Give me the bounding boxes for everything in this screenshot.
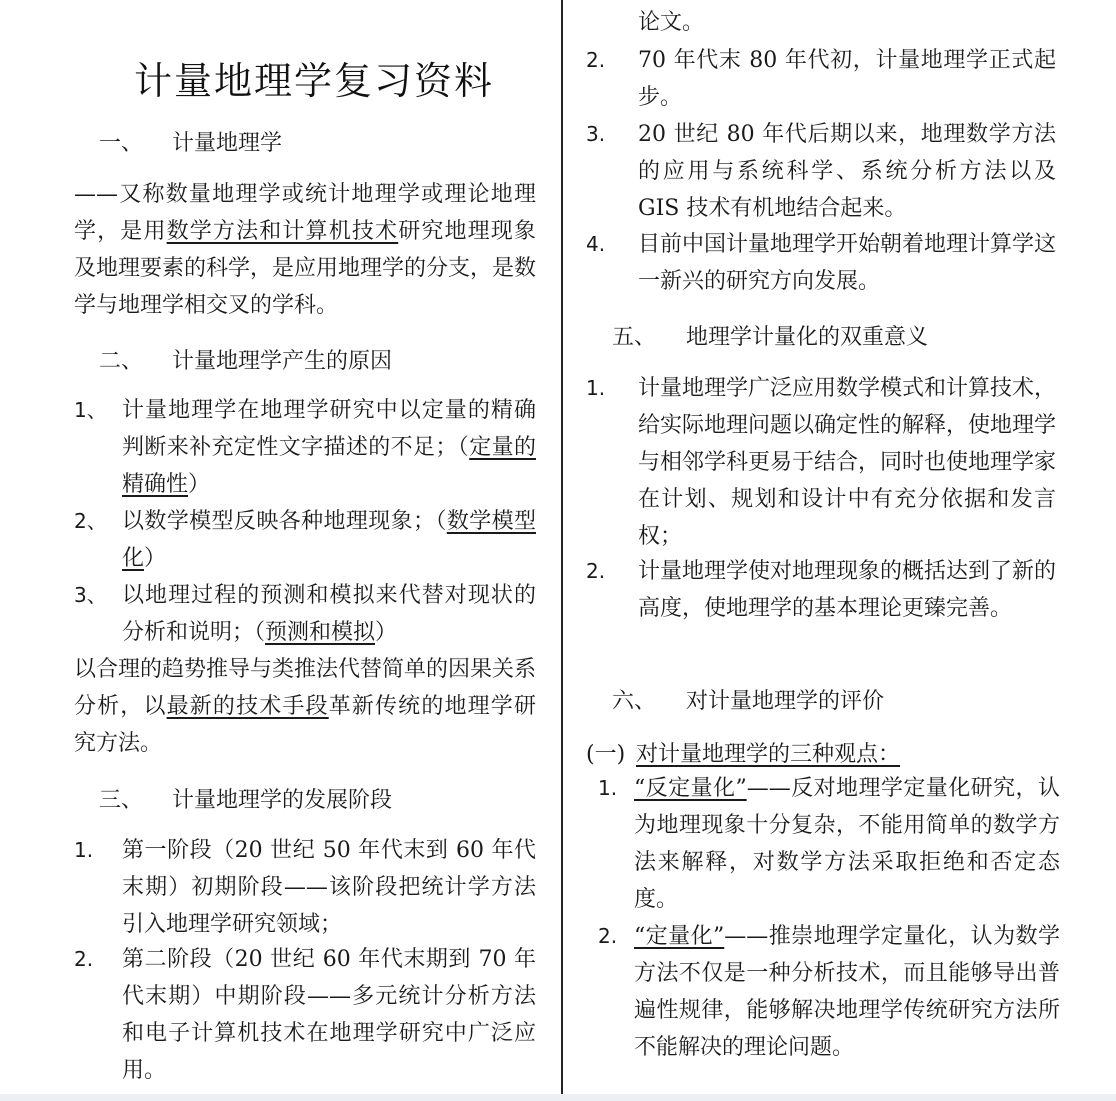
item-number: 4.	[586, 232, 606, 256]
section-2-heading: 计量地理学产生的原因	[172, 349, 393, 374]
item-text-a: 计量地理学在地理学研究中以定量的精确判断来补充定性文字描述的不足；（	[122, 398, 536, 460]
continued-fragment: 论文。	[638, 10, 705, 35]
section-1-text-a: ——又称数量地理学或统计地理学或理论地理学，是用	[74, 182, 536, 244]
item-text	[122, 577, 536, 651]
item-underlined: “定量化”	[634, 924, 725, 949]
section-1-number: 一、	[99, 131, 144, 156]
item-number: 1.	[586, 376, 606, 400]
conclusion-text-a: 以合理的趋势推导与类推法代替简单的因果关系分析，以	[74, 657, 537, 719]
item-number: 1、	[74, 398, 107, 422]
subsection-number: (一)	[586, 742, 626, 767]
section-5-number: 五、	[612, 325, 657, 350]
item-number: 2.	[586, 48, 606, 72]
column-divider	[561, 0, 563, 1094]
conclusion-text-b: 革新传统的地理学研究方法。	[74, 694, 536, 756]
section-3-number: 三、	[99, 788, 144, 813]
item-text-b: ）	[188, 472, 211, 497]
section-1-underlined-term: 数学方法和计算机技术	[166, 219, 399, 244]
section-2-conclusion	[74, 651, 536, 762]
item-underlined: 定量的精确性	[122, 435, 536, 497]
item-underlined: 预测和模拟	[265, 620, 376, 645]
section-1-heading: 计量地理学	[172, 131, 283, 156]
item-number: 2.	[598, 924, 618, 948]
item-text-b: ——推崇地理学定量化，认为数学方法不仅是一种分析技术，而且能够导出普遍性规律，能够解决地理学传统研究方法所不能解决的理论问题。	[634, 924, 1060, 1060]
section-3-heading: 计量地理学的发展阶段	[172, 788, 393, 813]
section-6-heading: 对计量地理学的评价	[686, 689, 885, 714]
item-text: 第二阶段（20 世纪 60 年代末期到 70 年代末期）中期阶段——多元统计分析方法和电子计算机技术在地理学研究中广泛应用。	[122, 947, 536, 1083]
item-text: 目前中国计量地理学开始朝着地理计算学这一新兴的研究方向发展。	[638, 232, 1057, 294]
item-text: 计量地理学使对地理现象的概括达到了新的高度，使地理学的基本理论更臻完善。	[638, 559, 1057, 621]
item-number: 3、	[74, 583, 107, 607]
item-text	[634, 918, 1060, 1066]
item-text-a: 以数学模型反映各种地理现象；（	[122, 509, 447, 534]
item-text: 20 世纪 80 年代后期以来，地理数学方法的应用与系统科学、系统分析方法以及 GIS 技术有机地结合起来。	[638, 122, 1056, 221]
item-number: 2.	[586, 559, 606, 583]
item-number: 2、	[74, 509, 107, 533]
item-number: 3.	[586, 122, 606, 146]
subsection-heading: 对计量地理学的三种观点：	[636, 742, 901, 767]
item-number: 1.	[74, 838, 94, 862]
section-5-heading: 地理学计量化的双重意义	[686, 325, 929, 350]
item-text-a: 以地理过程的预测和模拟来代替对现状的分析和说明；（	[122, 583, 536, 645]
section-1-paragraph	[74, 176, 536, 324]
item-underlined: “反定量化”	[634, 776, 747, 801]
item-text-b: ——反对地理学定量化研究，认为地理现象十分复杂，不能用简单的数学方法来解释，对数学方法采取拒绝和否定态度。	[634, 776, 1060, 912]
conclusion-underlined: 最新的技术手段	[166, 694, 329, 719]
item-text: 第一阶段（20 世纪 50 年代末到 60 年代末期）初期阶段——该阶段把统计学方法引入地理学研究领域；	[122, 838, 536, 937]
item-text	[634, 770, 1060, 918]
item-underlined: 数学模型化	[122, 509, 536, 571]
bottom-edge-strip	[0, 1094, 1116, 1101]
item-number: 1.	[598, 776, 618, 800]
item-text-b: ）	[144, 546, 167, 571]
section-2-number: 二、	[99, 349, 144, 374]
item-text: 70 年代末 80 年代初，计量地理学正式起步。	[638, 48, 1056, 110]
item-text	[122, 392, 536, 503]
item-number: 2.	[74, 947, 94, 971]
item-text	[122, 503, 536, 577]
section-1-text-b: 研究地理现象及地理要素的科学，是应用地理学的分支，是数学与地理学相交叉的学科。	[74, 219, 537, 318]
item-text-b: ）	[375, 620, 398, 645]
document-title: 计量地理学复习资料	[134, 59, 495, 103]
section-6-number: 六、	[612, 689, 657, 714]
item-text: 计量地理学广泛应用数学模式和计算技术，给实际地理问题以确定性的解释，使地理学与相邻学科更易于结合，同时也使地理学家在计划、规划和设计中有充分依据和发言权；	[638, 376, 1057, 549]
